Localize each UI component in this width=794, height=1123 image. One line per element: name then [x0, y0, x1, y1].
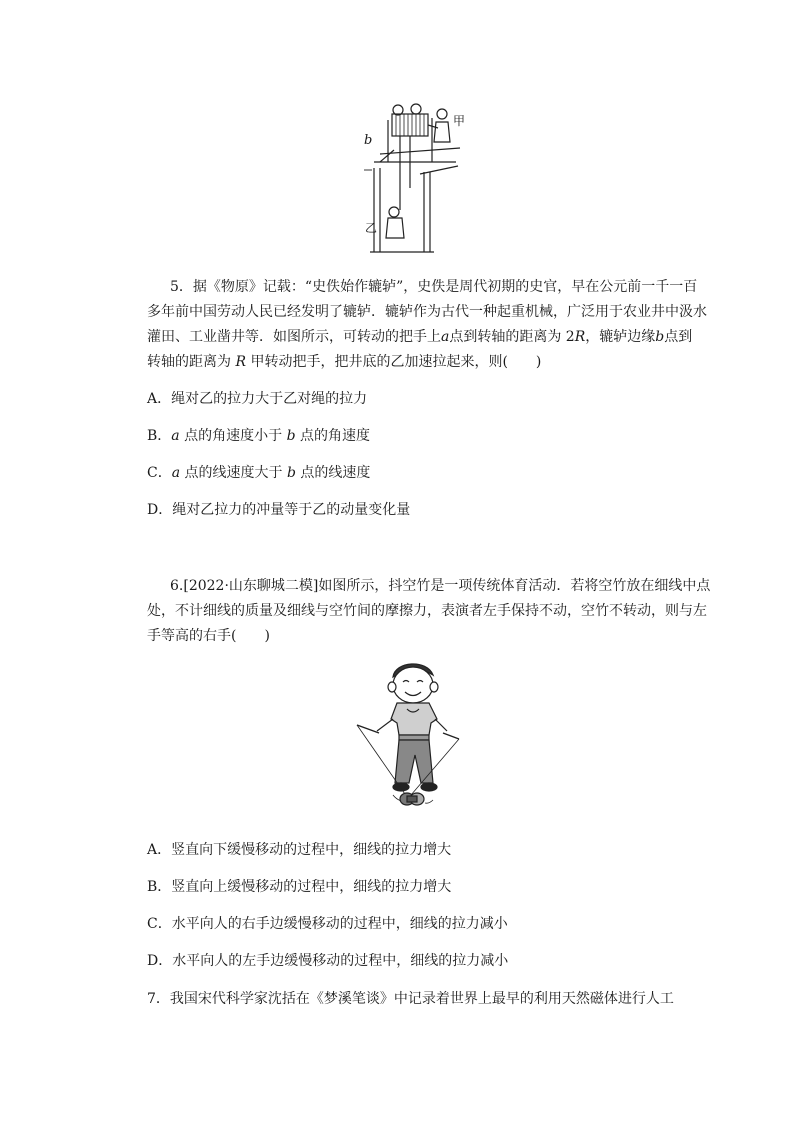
- q5-option-a[interactable]: A．绳对乙的拉力大于乙对绳的拉力: [147, 391, 368, 407]
- q6-line-3: 手等高的右手( ): [147, 628, 270, 644]
- q5-option-b[interactable]: B．a 点的角速度小于 b 点的角速度: [147, 428, 370, 444]
- figure1-label-b: b: [364, 133, 373, 148]
- q5-line-4: 转轴的距离为 R 甲转动把手，把井底的乙加速拉起来，则( ): [147, 354, 542, 370]
- q6-line-2: 处，不计细线的质量及细线与空竹间的摩擦力，表演者左手保持不动，空竹不转动，则与左: [147, 603, 707, 619]
- q7-line-1: 7．我国宋代科学家沈括在《梦溪笔谈》中记录着世界上最早的利用天然磁体进行人工: [147, 991, 674, 1007]
- figure1-label-jia: 甲: [453, 114, 466, 128]
- q5-option-c[interactable]: C．a 点的线速度大于 b 点的线速度: [147, 465, 371, 481]
- q6-option-b[interactable]: B．竖直向上缓慢移动的过程中，细线的拉力增大: [147, 879, 452, 895]
- diabolo-figure: [355, 655, 465, 815]
- figure1-label-yi: 乙: [365, 221, 378, 235]
- q6-line-1: 6.[2022·山东聊城二模]如图所示，抖空竹是一项传统体育活动．若将空竹放在细线中点: [170, 578, 711, 594]
- q6-option-a[interactable]: A．竖直向下缓慢移动的过程中，细线的拉力增大: [147, 842, 452, 858]
- q5-line-3: 灌田、工业凿井等．如图所示，可转动的把手上a点到转轴的距离为 2R，辘轳边缘b点到: [147, 329, 693, 345]
- q6-option-d[interactable]: D．水平向人的左手边缓慢移动的过程中，细线的拉力减小: [147, 953, 509, 969]
- q5-line-1: 5．据《物原》记载：“史佚始作辘轳”，史佚是周代初期的史官，早在公元前一千一百: [170, 279, 698, 295]
- q6-option-c[interactable]: C．水平向人的右手边缓慢移动的过程中，细线的拉力减小: [147, 916, 508, 932]
- q5-option-d[interactable]: D．绳对乙拉力的冲量等于乙的动量变化量: [147, 502, 411, 518]
- q5-line-2: 多年前中国劳动人民已经发明了辘轳．辘轳作为古代一种起重机械，广泛用于农业井中汲水: [147, 304, 707, 320]
